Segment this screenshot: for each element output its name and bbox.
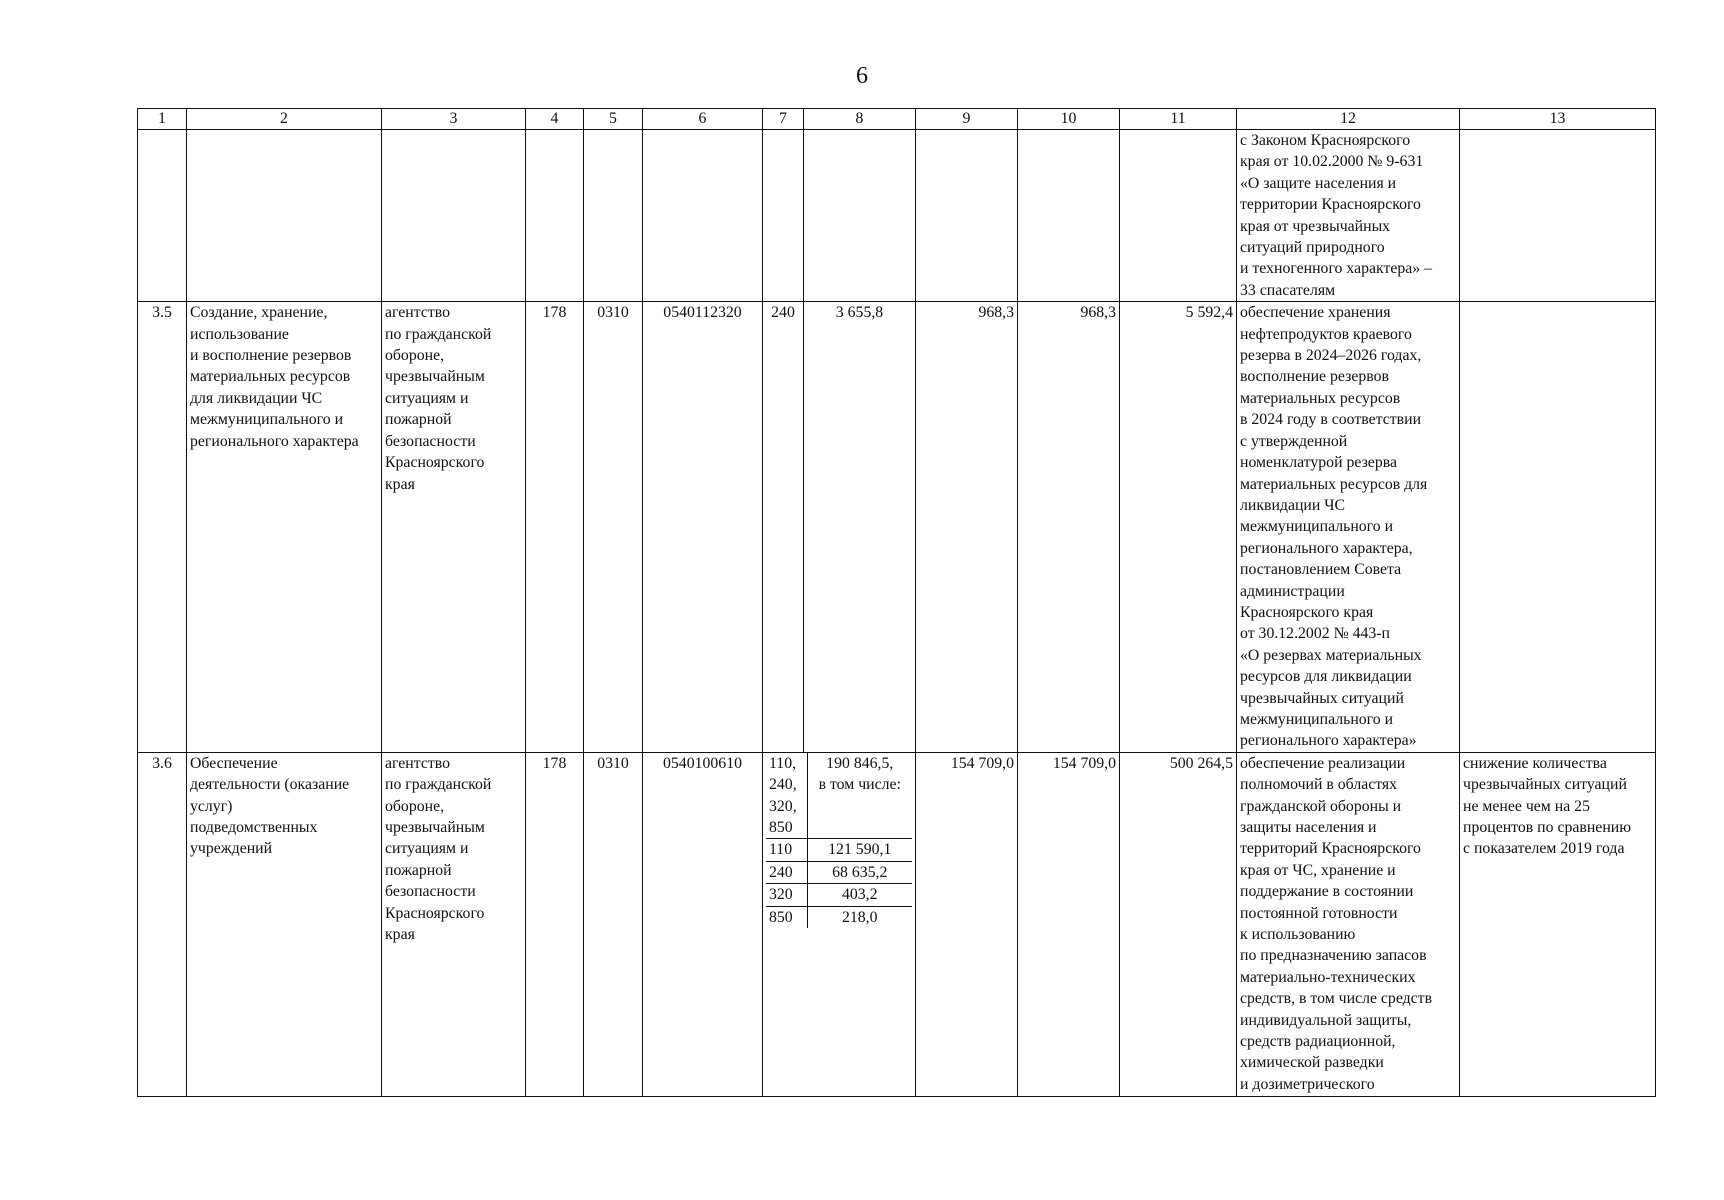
cell-measure-name: Обеспечение деятельности (оказание услуг) подведомственных учреждений: [187, 752, 382, 1096]
header-col-7: 7: [763, 109, 804, 130]
expense-kind-value: 121 590,1: [807, 839, 912, 861]
cell-executor: [382, 130, 526, 302]
cell-csr: 0540112320: [643, 302, 763, 753]
expense-kind-code: 240: [766, 861, 807, 883]
cell-rzpr: 0310: [584, 752, 643, 1096]
cell-amount-2024: 190 846,5, в том числе:: [818, 754, 901, 794]
cell-amount-total: 5 592,4: [1120, 302, 1237, 753]
header-col-4: 4: [526, 109, 584, 130]
cell-amount-2024: [804, 130, 916, 302]
cell-amount-2026: 154 709,0: [1018, 752, 1120, 1096]
table-row-3-6: [138, 752, 1656, 1096]
cell-vr: [763, 130, 804, 302]
header-row: [138, 109, 1656, 130]
cell-number: [138, 130, 187, 302]
cell-amount-2025: [916, 130, 1018, 302]
cell-number: 3.5: [138, 302, 187, 753]
cell-grbs: 178: [526, 302, 584, 753]
cell-vr-breakdown: [763, 752, 916, 1096]
expense-kind-code: 320: [766, 884, 807, 906]
header-col-2: 2: [187, 109, 382, 130]
table-row-continuation: [138, 130, 1656, 302]
cell-grbs: [526, 130, 584, 302]
cell-grbs: 178: [526, 752, 584, 1096]
program-table: [137, 108, 1656, 1097]
expense-kinds-table: [766, 753, 912, 928]
header-col-12: 12: [1237, 109, 1460, 130]
cell-rzpr: 0310: [584, 302, 643, 753]
cell-indicator: [1460, 130, 1656, 302]
expense-kind-code: 850: [766, 906, 807, 928]
page-number: 6: [856, 63, 868, 89]
cell-amount-2026: 968,3: [1018, 302, 1120, 753]
cell-rzpr: [584, 130, 643, 302]
header-col-5: 5: [584, 109, 643, 130]
expense-kind-row: [766, 861, 912, 883]
header-col-13: 13: [1460, 109, 1656, 130]
cell-executor: агентство по гражданской обороне, чрезвычайным ситуациям и пожарной безопасности Красноярского края: [382, 752, 526, 1096]
expense-kinds-summary: [766, 753, 912, 839]
cell-indicator: снижение количества чрезвычайных ситуаций не менее чем на 25 процентов по сравнению с показателем 2019 года: [1460, 752, 1656, 1096]
expense-kind-value: 68 635,2: [807, 861, 912, 883]
cell-amount-2024: 3 655,8: [804, 302, 916, 753]
cell-amount-2026: [1018, 130, 1120, 302]
cell-indicator: [1460, 302, 1656, 753]
cell-amount-total: [1120, 130, 1237, 302]
cell-measure-name: Создание, хранение, использование и восполнение резервов материальных ресурсов для ликвидации ЧС межмуниципального и регионального характера: [187, 302, 382, 753]
header-col-8: 8: [804, 109, 916, 130]
expense-kind-row: [766, 906, 912, 928]
cell-vr: 240: [763, 302, 804, 753]
cell-csr: [643, 130, 763, 302]
cell-measure-name: [187, 130, 382, 302]
expense-kind-value: 403,2: [807, 884, 912, 906]
expense-kind-row: [766, 884, 912, 906]
cell-expected-result: обеспечение реализации полномочий в областях гражданской обороны и защиты населения и территорий Красноярского края от ЧС, хранение и поддержание в состоянии постоянной готовности к использованию по предназначению запасов материально-технических средств, в том числе средств индивидуальной защиты, средств радиационной, химической разведки и дозиметрического: [1237, 752, 1460, 1096]
header-col-10: 10: [1018, 109, 1120, 130]
expense-kind-code: 110: [766, 839, 807, 861]
header-col-6: 6: [643, 109, 763, 130]
cell-expected-result: с Законом Красноярского края от 10.02.2000 № 9-631 «О защите населения и территории Красноярского края от чрезвычайных ситуаций природного и техногенного характера» – 33 спасателям: [1237, 130, 1460, 302]
cell-expected-result: обеспечение хранения нефтепродуктов краевого резерва в 2024–2026 годах, восполнение резервов материальных ресурсов в 2024 году в соответствии с утвержденной номенклатурой резерва материальных ресурсов для ликвидации ЧС межмуниципального и регионального характера, постановлением Совета администрации Красноярского края от 30.12.2002 № 443-п «О резервах материальных ресурсов для ликвидации чрезвычайных ситуаций межмуниципального и регионального характера»: [1237, 302, 1460, 753]
header-col-1: 1: [138, 109, 187, 130]
header-col-11: 11: [1120, 109, 1237, 130]
table-row-3-5: [138, 302, 1656, 753]
cell-number: 3.6: [138, 752, 187, 1096]
cell-csr: 0540100610: [643, 752, 763, 1096]
cell-amount-2025: 154 709,0: [916, 752, 1018, 1096]
cell-amount-total: 500 264,5: [1120, 752, 1237, 1096]
expense-kind-row: [766, 839, 912, 861]
header-col-3: 3: [382, 109, 526, 130]
cell-amount-2025: 968,3: [916, 302, 1018, 753]
cell-executor: агентство по гражданской обороне, чрезвычайным ситуациям и пожарной безопасности Красноярского края: [382, 302, 526, 753]
header-col-9: 9: [916, 109, 1018, 130]
expense-kind-value: 218,0: [807, 906, 912, 928]
cell-vr: 110, 240, 320, 850: [766, 753, 807, 839]
